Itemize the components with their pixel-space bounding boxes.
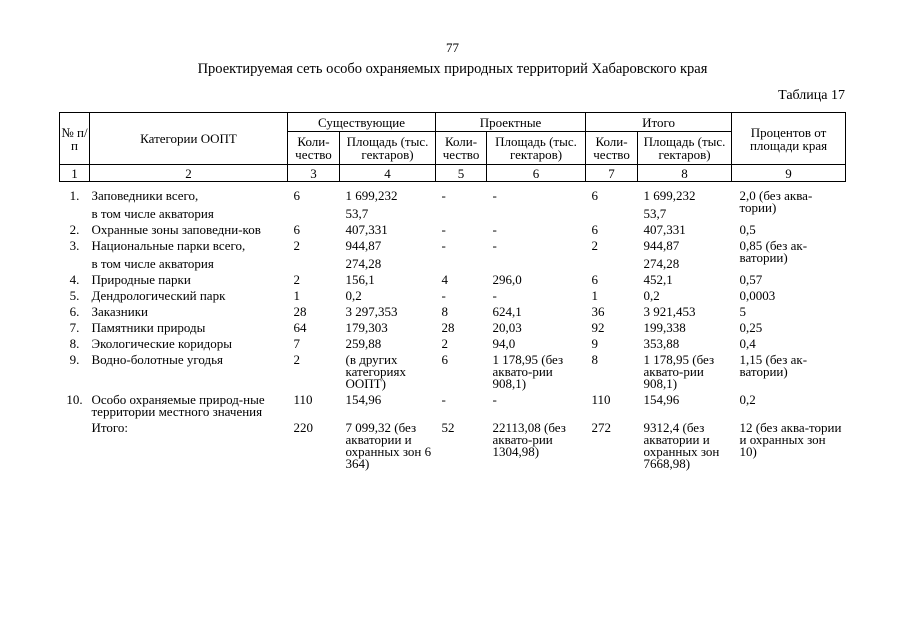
page-number: 77 xyxy=(446,40,459,55)
header-total-area: Площадь (тыс. гектаров) xyxy=(638,132,732,165)
existing-count: 110 xyxy=(293,392,313,407)
col-number: 4 xyxy=(340,165,436,182)
projected-count: 6 xyxy=(441,352,449,367)
existing-area: 7 099,32 (без акватории и охранных зон 6 364) xyxy=(345,420,432,471)
total-area: 1 178,95 (без аквато-рии 908,1) xyxy=(643,352,715,391)
total-count: 272 xyxy=(591,420,612,435)
col-number: 7 xyxy=(586,165,638,182)
existing-area: 154,96 xyxy=(345,392,382,407)
total-area: 452,1 xyxy=(643,272,673,287)
table-row xyxy=(60,391,846,419)
table-body xyxy=(60,182,846,472)
col-number: 8 xyxy=(638,165,732,182)
existing-area: 0,2 xyxy=(345,288,362,303)
percent-value: 5 xyxy=(739,304,747,319)
percent-value: 0,2 xyxy=(739,392,756,407)
row-index: 9. xyxy=(69,352,80,367)
total-area: 9312,4 (без акватории и охранных зон 7668,98) xyxy=(643,420,720,471)
total-area: 407,331 xyxy=(643,222,686,237)
document-title: Проектируемая сеть особо охраняемых природных территорий Хабаровского края xyxy=(197,61,708,77)
percent-value: 0,57 xyxy=(739,272,763,287)
area-value: 1 699,232 xyxy=(643,188,696,203)
header-existing-count: Коли-чество xyxy=(288,132,340,165)
projected-area: 20,03 xyxy=(492,320,522,335)
existing-area xyxy=(340,237,436,271)
projected-area: 1 178,95 (без аквато-рии 908,1) xyxy=(492,352,564,391)
row-category: Итого: xyxy=(91,420,129,435)
row-category: Особо охраняемые природ-ные территории местного значения xyxy=(91,392,265,419)
area-subvalue: 53,7 xyxy=(643,206,667,221)
row-index: 4. xyxy=(69,272,80,287)
table-row xyxy=(60,303,846,319)
row-category xyxy=(90,237,288,271)
category-name: Национальные парки всего, xyxy=(91,238,246,253)
total-count: 110 xyxy=(591,392,611,407)
row-index: 7. xyxy=(69,320,80,335)
table-row-total xyxy=(60,419,846,471)
table-row xyxy=(60,351,846,391)
percent-value: 0,5 xyxy=(739,222,756,237)
category-subname: в том числе акватория xyxy=(91,256,214,271)
total-count: 1 xyxy=(591,288,599,303)
projected-area: 624,1 xyxy=(492,304,522,319)
row-category xyxy=(90,182,288,222)
percent-value: 2,0 (без аква-тории) xyxy=(739,188,813,215)
col-number: 5 xyxy=(436,165,487,182)
row-category: Заказники xyxy=(91,304,148,319)
total-area: 199,338 xyxy=(643,320,686,335)
total-count: 8 xyxy=(591,352,599,367)
percent-value: 0,0003 xyxy=(739,288,776,303)
percent-value: 0,25 xyxy=(739,320,763,335)
header-existing: Существующие xyxy=(288,113,436,132)
row-category: Охранные зоны заповедни-ков xyxy=(91,222,261,237)
projected-count: - xyxy=(441,238,446,253)
header-percent: Процентов от площади края xyxy=(732,113,846,165)
total-area xyxy=(638,237,732,271)
header-num: № п/п xyxy=(60,113,90,165)
percent-value: 1,15 (без ак-ватории) xyxy=(739,352,808,379)
header-existing-area: Площадь (тыс. гектаров) xyxy=(340,132,436,165)
column-number-row xyxy=(60,165,846,182)
existing-count: 7 xyxy=(293,336,300,351)
total-area xyxy=(638,182,732,222)
total-area: 154,96 xyxy=(643,392,680,407)
table-header xyxy=(60,113,846,182)
table-row xyxy=(60,271,846,287)
projected-area: 94,0 xyxy=(492,336,516,351)
area-subvalue: 274,28 xyxy=(345,256,382,271)
total-count: 2 xyxy=(591,238,599,253)
area-value: 1 699,232 xyxy=(345,188,398,203)
header-total: Итого xyxy=(586,113,732,132)
area-subvalue: 53,7 xyxy=(345,206,369,221)
total-count: 6 xyxy=(591,188,599,203)
projected-count: 52 xyxy=(441,420,455,435)
existing-count: 6 xyxy=(293,188,300,203)
projected-count: - xyxy=(441,392,446,407)
projected-area: - xyxy=(492,288,497,303)
percent-value: 0,85 (без ак-ватории) xyxy=(739,238,808,265)
row-index: 6. xyxy=(69,304,80,319)
projected-count: - xyxy=(441,288,446,303)
total-count: 92 xyxy=(591,320,605,335)
existing-count: 2 xyxy=(293,238,300,253)
area-value: 944,87 xyxy=(345,238,382,253)
total-area: 3 921,453 xyxy=(643,304,696,319)
existing-count: 2 xyxy=(293,352,300,367)
col-number: 6 xyxy=(487,165,586,182)
row-category: Водно-болотные угодья xyxy=(91,352,224,367)
area-value: 944,87 xyxy=(643,238,680,253)
table-row xyxy=(60,221,846,237)
col-number: 9 xyxy=(732,165,846,182)
total-area: 0,2 xyxy=(643,288,660,303)
header-category: Категории ООПТ xyxy=(90,113,288,165)
row-index: 8. xyxy=(69,336,80,351)
row-category: Природные парки xyxy=(91,272,191,287)
total-count: 9 xyxy=(591,336,599,351)
projected-area: - xyxy=(492,238,497,253)
header-projected-area: Площадь (тыс. гектаров) xyxy=(487,132,586,165)
projected-count: - xyxy=(441,222,446,237)
row-category: Экологические коридоры xyxy=(91,336,232,351)
existing-count: 6 xyxy=(293,222,300,237)
total-count: 6 xyxy=(591,272,599,287)
total-count: 6 xyxy=(591,222,599,237)
projected-area: - xyxy=(492,188,497,203)
existing-count: 1 xyxy=(293,288,300,303)
existing-count: 28 xyxy=(293,304,307,319)
col-number: 3 xyxy=(288,165,340,182)
total-area: 353,88 xyxy=(643,336,680,351)
existing-area: 156,1 xyxy=(345,272,375,287)
projected-area: 296,0 xyxy=(492,272,522,287)
projected-area: 22113,08 (без аквато-рии 1304,98) xyxy=(492,420,566,459)
header-projected: Проектные xyxy=(436,113,586,132)
existing-area xyxy=(340,182,436,222)
area-subvalue: 274,28 xyxy=(643,256,680,271)
existing-count: 64 xyxy=(293,320,307,335)
projected-count: 28 xyxy=(441,320,455,335)
existing-area: 407,331 xyxy=(345,222,388,237)
percent-value: 12 (без аква-тории и охранных зон 10) xyxy=(739,420,842,459)
row-index: 5. xyxy=(69,288,80,303)
table-row xyxy=(60,335,846,351)
existing-area: 179,303 xyxy=(345,320,388,335)
table-row xyxy=(60,237,846,271)
projected-count: 8 xyxy=(441,304,449,319)
areas-table xyxy=(59,112,846,471)
table-label: Таблица 17 xyxy=(778,88,845,103)
projected-count: 2 xyxy=(441,336,449,351)
col-number: 2 xyxy=(90,165,288,182)
existing-count: 2 xyxy=(293,272,300,287)
percent-value: 0,4 xyxy=(739,336,756,351)
table-row xyxy=(60,319,846,335)
category-subname: в том числе акватория xyxy=(91,206,214,221)
row-index: 3. xyxy=(69,238,80,253)
row-index: 2. xyxy=(69,222,80,237)
projected-area: - xyxy=(492,222,497,237)
header-projected-count: Коли-чество xyxy=(436,132,487,165)
row-index: 10. xyxy=(66,392,83,407)
row-category: Дендрологический парк xyxy=(91,288,226,303)
projected-count: - xyxy=(441,188,446,203)
projected-count: 4 xyxy=(441,272,449,287)
category-name: Заповедники всего, xyxy=(91,188,199,203)
existing-area: 259,88 xyxy=(345,336,382,351)
existing-area: (в других категориях ООПТ) xyxy=(345,352,406,391)
row-category: Памятники природы xyxy=(91,320,206,335)
table-row xyxy=(60,182,846,222)
table-row xyxy=(60,287,846,303)
header-total-count: Коли-чество xyxy=(586,132,638,165)
existing-count: 220 xyxy=(293,420,313,435)
col-number: 1 xyxy=(60,165,90,182)
row-index xyxy=(60,419,90,471)
projected-area: - xyxy=(492,392,497,407)
existing-area: 3 297,353 xyxy=(345,304,398,319)
total-count: 36 xyxy=(591,304,605,319)
row-index: 1. xyxy=(69,188,80,203)
